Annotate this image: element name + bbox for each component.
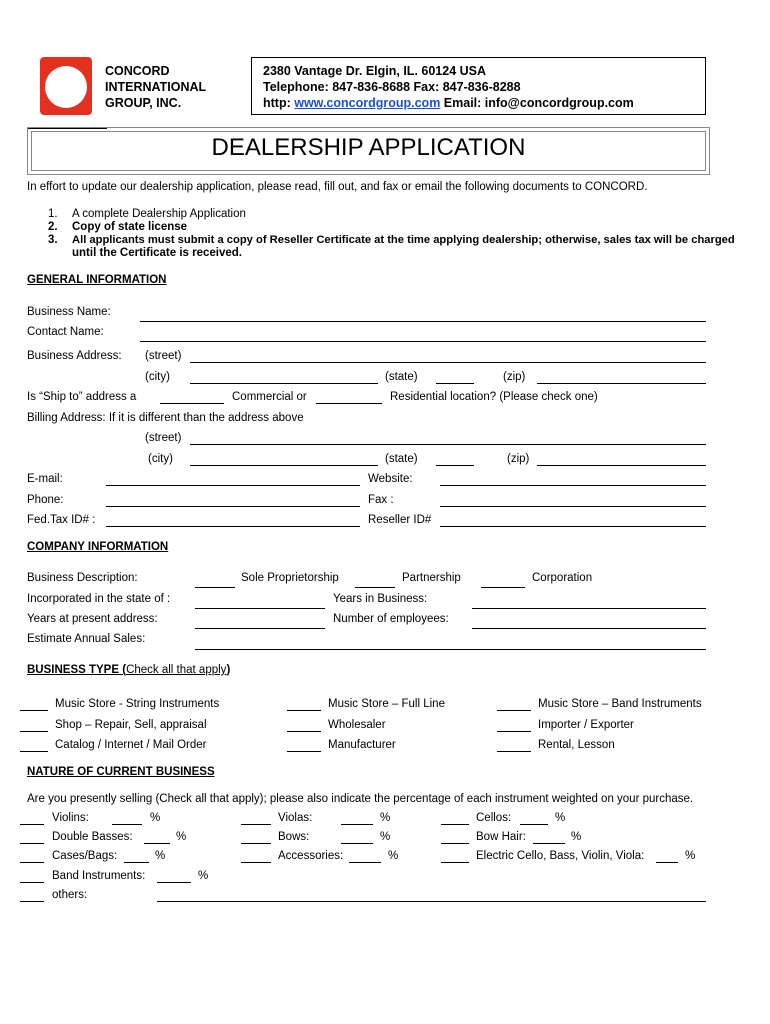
label: Number of employees: xyxy=(333,613,449,625)
pct-field[interactable] xyxy=(349,862,381,863)
pct-field[interactable] xyxy=(112,824,142,825)
type-label: Music Store – Band Instruments xyxy=(538,698,702,710)
label: Cellos: xyxy=(476,812,512,824)
fax-field[interactable] xyxy=(440,506,706,507)
pct: % xyxy=(571,831,582,843)
fedtax-field[interactable] xyxy=(106,526,360,527)
reseller-field[interactable] xyxy=(440,526,706,527)
email: Email: info@concordgroup.com xyxy=(440,96,634,110)
label: Business Address: xyxy=(27,350,122,362)
nature-intro: Are you presently selling (Check all that apply); please also indicate the percentage of each instrument weighted on your purchase. xyxy=(27,793,694,805)
nature-check[interactable] xyxy=(241,824,271,825)
nature-check[interactable] xyxy=(441,843,469,844)
section-heading: COMPANY INFORMATION xyxy=(27,541,169,553)
city-field[interactable] xyxy=(190,383,378,384)
pct-field[interactable] xyxy=(124,862,149,863)
sole-check[interactable] xyxy=(195,587,235,588)
label: Bows: xyxy=(278,831,310,843)
web-email xyxy=(263,96,634,110)
label: Contact Name: xyxy=(27,326,104,338)
pct: % xyxy=(150,812,161,824)
nature-check[interactable] xyxy=(20,901,44,902)
years-business-field[interactable] xyxy=(472,608,706,609)
billing-zip-field[interactable] xyxy=(537,465,706,466)
type-label: Manufacturer xyxy=(328,739,396,751)
type-check[interactable] xyxy=(287,710,321,711)
label: Billing Address: If it is different than the address above xyxy=(27,412,304,424)
requirement-num: 3. xyxy=(48,234,58,246)
label: Business Name: xyxy=(27,306,111,318)
label: (state) xyxy=(385,453,418,465)
commercial-check[interactable] xyxy=(160,403,224,404)
type-label: Catalog / Internet / Mail Order xyxy=(55,739,207,751)
pct: % xyxy=(198,870,209,882)
nature-check[interactable] xyxy=(441,862,469,863)
section-heading: GENERAL INFORMATION xyxy=(27,274,167,286)
address: 2380 Vantage Dr. Elgin, IL. 60124 USA xyxy=(263,64,487,78)
label: (state) xyxy=(385,371,418,383)
nature-check[interactable] xyxy=(241,843,271,844)
title-box xyxy=(27,127,710,175)
company-name-line: CONCORD xyxy=(105,64,170,78)
label: Commercial or xyxy=(232,391,307,403)
zip-field[interactable] xyxy=(537,383,706,384)
pct: % xyxy=(380,812,391,824)
type-label: Rental, Lesson xyxy=(538,739,615,751)
type-check[interactable] xyxy=(20,751,48,752)
type-check[interactable] xyxy=(497,731,531,732)
annual-sales-field[interactable] xyxy=(195,649,706,650)
section-heading xyxy=(27,664,230,676)
label: Reseller ID# xyxy=(368,514,432,526)
pct-field[interactable] xyxy=(533,843,565,844)
requirement-text: A complete Dealership Application xyxy=(72,208,246,220)
billing-state-field[interactable] xyxy=(436,465,474,466)
contact-box xyxy=(251,57,706,115)
street-field[interactable] xyxy=(190,362,706,363)
label: Estimate Annual Sales: xyxy=(27,633,146,645)
incorporated-field[interactable] xyxy=(195,608,325,609)
state-field[interactable] xyxy=(436,383,474,384)
requirement-num: 1. xyxy=(48,208,58,220)
label: Sole Proprietorship xyxy=(241,572,339,584)
type-check[interactable] xyxy=(20,710,48,711)
label: (street) xyxy=(145,432,182,444)
label: Double Basses: xyxy=(52,831,133,843)
requirement-text: until the Certificate is received. xyxy=(72,247,243,259)
label: Bow Hair: xyxy=(476,831,526,843)
label: E-mail: xyxy=(27,473,63,485)
phone-field[interactable] xyxy=(106,506,360,507)
pct: % xyxy=(388,850,399,862)
nature-check[interactable] xyxy=(20,882,44,883)
label: Fed.Tax ID# : xyxy=(27,514,96,526)
page-title: DEALERSHIP APPLICATION xyxy=(211,134,526,161)
corporation-check[interactable] xyxy=(481,587,525,588)
company-name xyxy=(105,63,206,111)
website-field[interactable] xyxy=(440,485,706,486)
label: Violas: xyxy=(278,812,313,824)
pct-field[interactable] xyxy=(157,882,191,883)
employees-field[interactable] xyxy=(472,628,706,629)
type-label: Shop – Repair, Sell, appraisal xyxy=(55,719,207,731)
label: (zip) xyxy=(507,453,530,465)
type-check[interactable] xyxy=(497,751,531,752)
contact-name-field[interactable] xyxy=(140,341,706,342)
label: (city) xyxy=(145,371,170,383)
type-check[interactable] xyxy=(287,731,321,732)
nature-check[interactable] xyxy=(20,824,44,825)
type-label: Wholesaler xyxy=(328,719,386,731)
company-name-line: INTERNATIONAL xyxy=(105,80,207,94)
label: others: xyxy=(52,889,88,901)
pct: % xyxy=(555,812,566,824)
label: Cases/Bags: xyxy=(52,850,118,862)
type-check[interactable] xyxy=(20,731,48,732)
pct: % xyxy=(176,831,187,843)
type-label: Music Store – Full Line xyxy=(328,698,445,710)
intro-text: In effort to update our dealership application, please read, fill out, and fax or email the following documents to CONCORD. xyxy=(27,181,648,193)
label: Is “Ship to” address a xyxy=(27,391,137,403)
label: Years in Business: xyxy=(333,593,428,605)
billing-street-field[interactable] xyxy=(190,444,706,445)
type-label: Music Store - String Instruments xyxy=(55,698,220,710)
label: Accessories: xyxy=(278,850,344,862)
years-address-field[interactable] xyxy=(195,628,325,629)
label: Band Instruments: xyxy=(52,870,146,882)
others-field[interactable] xyxy=(157,901,706,902)
type-label: Importer / Exporter xyxy=(538,719,634,731)
label: (street) xyxy=(145,350,182,362)
phone-fax: Telephone: 847-836-8688 Fax: 847-836-8288 xyxy=(263,80,521,94)
heading-part: Check all that apply xyxy=(126,664,227,676)
billing-city-field[interactable] xyxy=(190,465,378,466)
heading-part: ) xyxy=(226,664,231,676)
nature-check[interactable] xyxy=(20,862,44,863)
partnership-check[interactable] xyxy=(355,587,395,588)
web-prefix: http: xyxy=(263,96,295,110)
nature-check[interactable] xyxy=(241,862,271,863)
requirement-text: Copy of state license xyxy=(72,221,188,233)
label: Years at present address: xyxy=(27,613,158,625)
website-link[interactable]: www.concordgroup.com xyxy=(294,96,441,110)
pct-field[interactable] xyxy=(341,824,373,825)
pct: % xyxy=(380,831,391,843)
label: Fax : xyxy=(368,494,394,506)
label: Website: xyxy=(368,473,413,485)
label: Incorporated in the state of : xyxy=(27,593,171,605)
business-name-field[interactable] xyxy=(140,321,706,322)
pct: % xyxy=(685,850,696,862)
email-field[interactable] xyxy=(106,485,360,486)
label: Business Description: xyxy=(27,572,138,584)
company-name-line: GROUP, INC. xyxy=(105,96,182,110)
pct-field[interactable] xyxy=(656,862,678,863)
pct-field[interactable] xyxy=(520,824,548,825)
residential-check[interactable] xyxy=(316,403,382,404)
label: Violins: xyxy=(52,812,89,824)
label: Partnership xyxy=(402,572,461,584)
label: (zip) xyxy=(503,371,526,383)
requirement-text: All applicants must submit a copy of Reseller Certificate at the time applying dealership; otherwise, sales tax will be charged xyxy=(72,234,735,246)
heading-part: BUSINESS TYPE ( xyxy=(27,664,127,676)
nature-check[interactable] xyxy=(20,843,44,844)
pct: % xyxy=(155,850,166,862)
pct-field[interactable] xyxy=(341,843,373,844)
label: Phone: xyxy=(27,494,64,506)
label: (city) xyxy=(148,453,173,465)
type-check[interactable] xyxy=(287,751,321,752)
pct-field[interactable] xyxy=(144,843,170,844)
type-check[interactable] xyxy=(497,710,531,711)
label: Residential location? (Please check one) xyxy=(390,391,598,403)
company-logo xyxy=(40,57,92,115)
label: Corporation xyxy=(532,572,593,584)
nature-check[interactable] xyxy=(441,824,469,825)
requirement-num: 2. xyxy=(48,221,58,233)
label: Electric Cello, Bass, Violin, Viola: xyxy=(476,850,645,862)
section-heading: NATURE OF CURRENT BUSINESS xyxy=(27,766,215,778)
